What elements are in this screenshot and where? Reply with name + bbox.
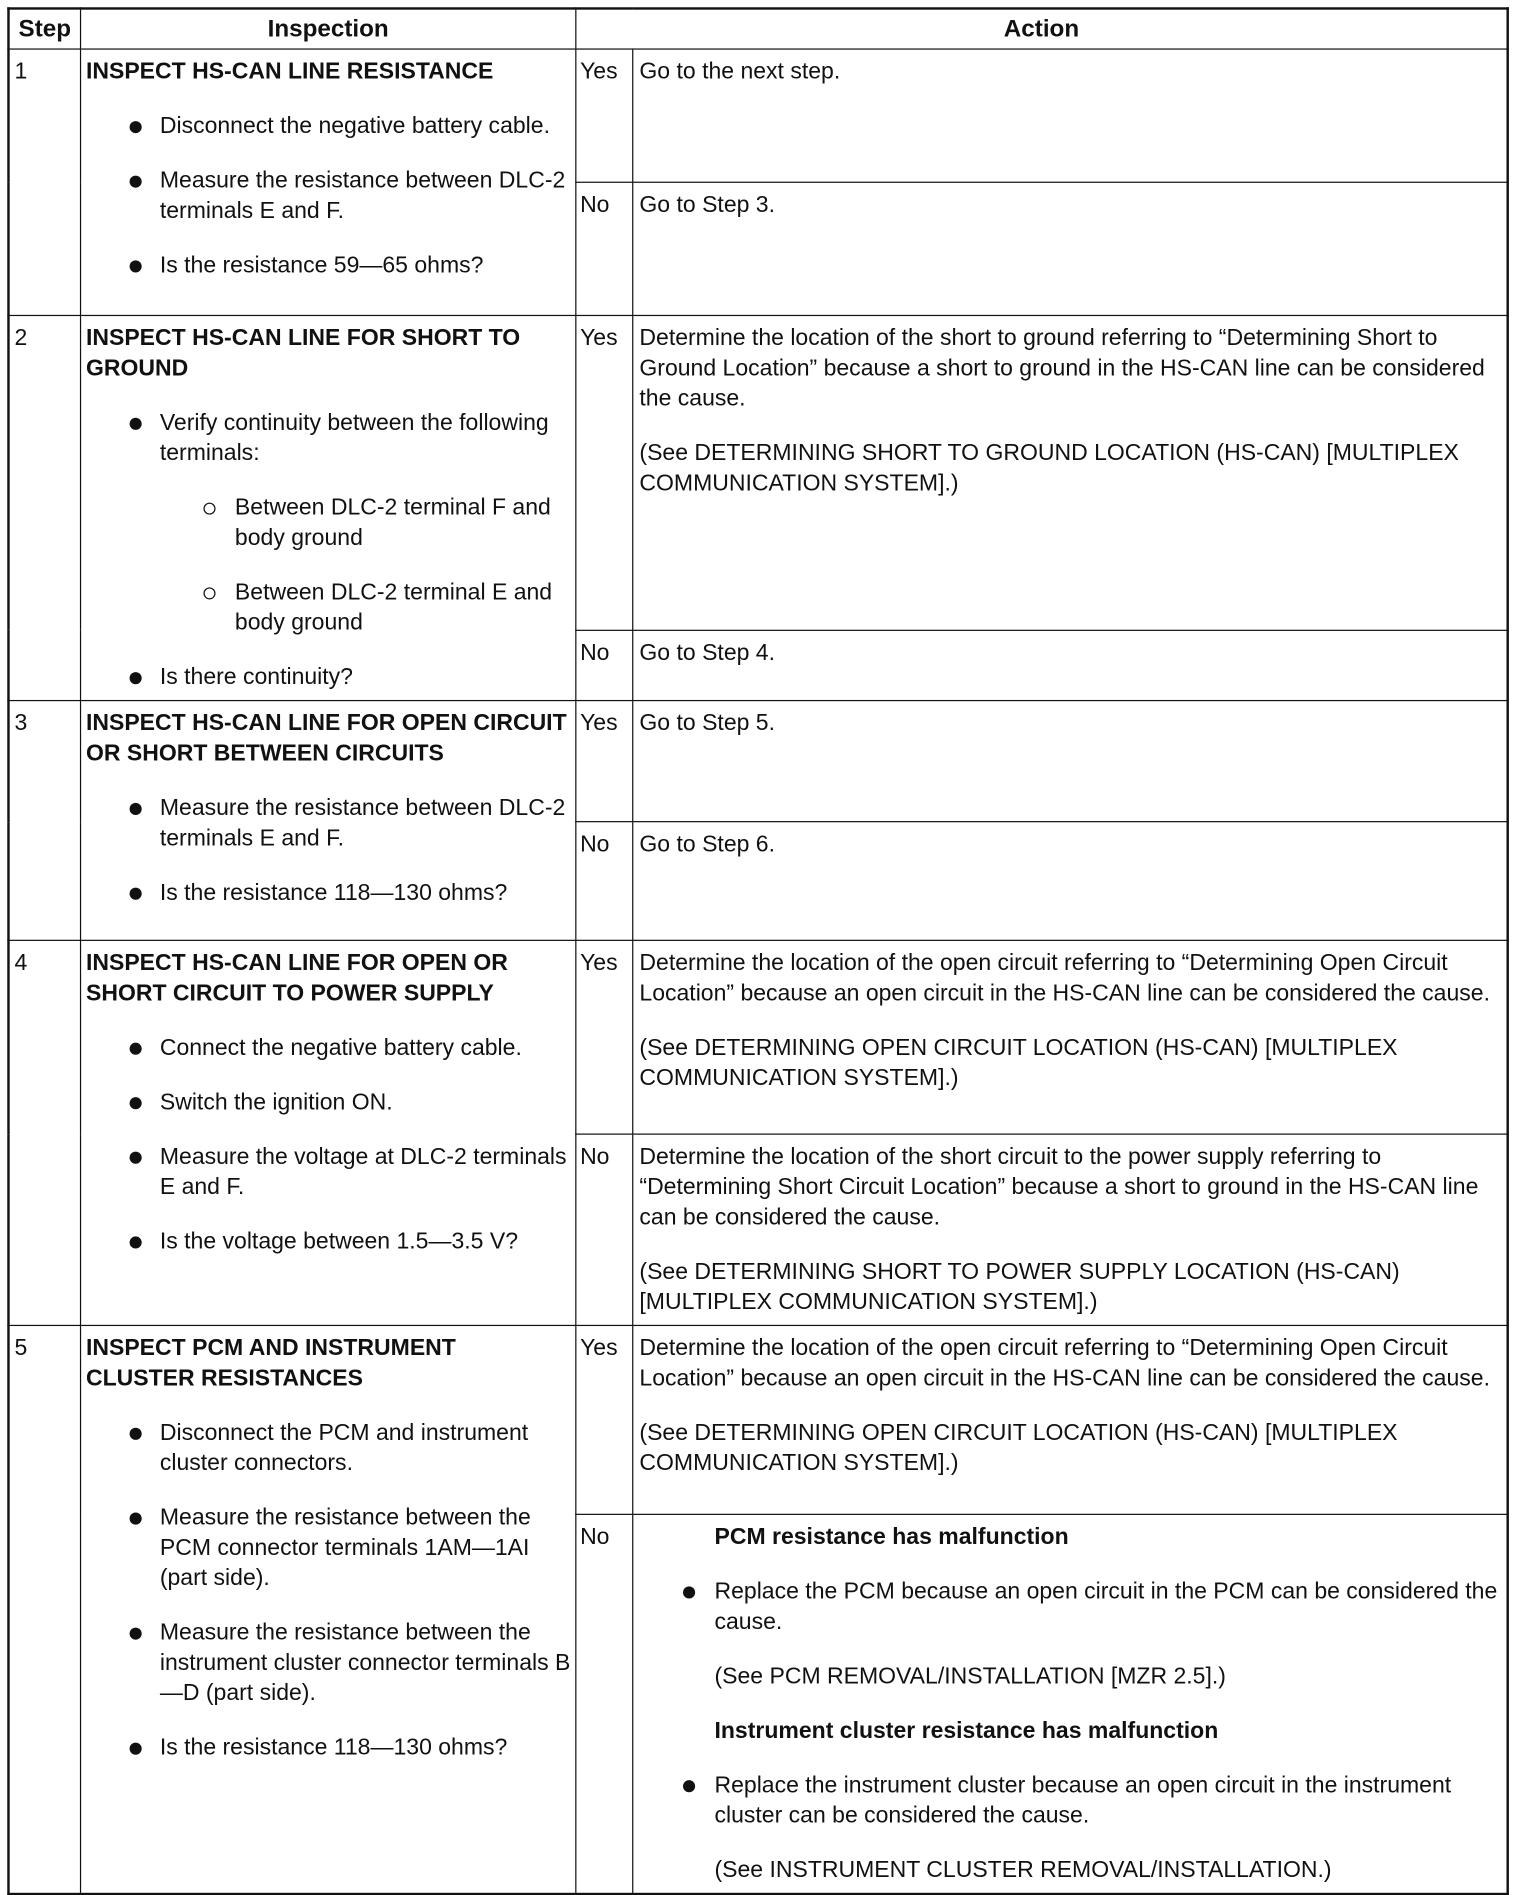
no-action <box>633 1134 1508 1325</box>
yes-label: Yes <box>576 701 633 822</box>
no-label: No <box>576 630 633 701</box>
yes-action <box>633 940 1508 1134</box>
yes-label: Yes <box>576 315 633 629</box>
list-item: Measure the resistance between DLC-2 terminals E and F. <box>86 166 570 227</box>
yes-action <box>633 1325 1508 1514</box>
malfunction-heading: PCM resistance has malfunction <box>714 1524 1069 1551</box>
reference-text: (See PCM REMOVAL/INSTALLATION [MZR 2.5].) <box>714 1663 1226 1690</box>
yes-label: Yes <box>576 940 633 1134</box>
no-label: No <box>576 822 633 941</box>
list-item: Measure the resistance between the PCM connector terminals 1AM—1AI (part side). <box>86 1503 570 1594</box>
step-number: 1 <box>8 49 80 315</box>
list-item: Switch the ignition ON. <box>86 1087 570 1117</box>
table-row <box>8 940 1507 1134</box>
malfunction-block <box>639 1522 1500 1885</box>
inspection-cell <box>81 701 576 941</box>
sub-list-item: Between DLC-2 terminal F and body ground <box>160 493 571 554</box>
list-item: Is the voltage between 1.5—3.5 V? <box>86 1227 570 1257</box>
inspection-title: INSPECT HS-CAN LINE RESISTANCE <box>85 59 494 85</box>
list-item: Replace the instrument cluster because an open circuit in the instrument cluster can be considered the cause. <box>714 1770 1500 1831</box>
header-action: Action <box>576 8 1508 49</box>
action-text: Go to Step 4. <box>639 640 776 666</box>
header-inspection: Inspection <box>81 8 576 49</box>
action-text: Determine the location of the open circuit referring to “Determining Open Circuit Location” because an open circuit in the HS-CAN line can be considered the cause. <box>639 1335 1490 1392</box>
remedy-list <box>714 1577 1500 1638</box>
list-item: Measure the resistance between DLC-2 terminals E and F. <box>86 793 570 854</box>
step-number: 3 <box>8 701 80 941</box>
action-text: Go to the next step. <box>639 59 841 85</box>
inspection-list <box>86 1418 570 1763</box>
malfunction-heading: Instrument cluster resistance has malfunction <box>714 1718 1219 1744</box>
diagnostic-procedure-table <box>7 7 1509 1895</box>
action-text: Determine the location of the open circuit referring to “Determining Open Circuit Location” because an open circuit in the HS-CAN line can be considered the cause. <box>639 950 1490 1007</box>
inspection-title: INSPECT PCM AND INSTRUMENT CLUSTER RESISTANCES <box>85 1335 456 1392</box>
list-item: Replace the PCM because an open circuit in the PCM can be considered the cause. <box>714 1577 1500 1638</box>
list-item: Is the resistance 118—130 ohms? <box>86 878 570 908</box>
list-item: Disconnect the negative battery cable. <box>86 111 570 141</box>
action-text: Go to Step 3. <box>639 192 776 218</box>
step-number: 4 <box>8 940 80 1325</box>
reference-text: (See DETERMINING SHORT TO POWER SUPPLY LOCATION (HS-CAN) [MULTIPLEX COMMUNICATION SYSTEM].) <box>639 1259 1400 1316</box>
table-row <box>8 1325 1507 1514</box>
step-number: 5 <box>8 1325 80 1894</box>
step-number: 2 <box>8 315 80 700</box>
table-row <box>8 315 1507 629</box>
action-text: Go to Step 6. <box>639 831 776 858</box>
list-item: Measure the resistance between the instrument cluster connector terminals B—D (part side). <box>86 1618 570 1709</box>
yes-label: Yes <box>576 49 633 182</box>
inspection-list <box>86 1033 570 1257</box>
reference-text: (See DETERMINING OPEN CIRCUIT LOCATION (HS-CAN) [MULTIPLEX COMMUNICATION SYSTEM].) <box>639 1035 1398 1092</box>
inspection-cell <box>81 49 576 315</box>
list-item: Is the resistance 59—65 ohms? <box>86 251 570 281</box>
no-label: No <box>576 1134 633 1325</box>
list-item: Measure the voltage at DLC-2 terminals E and F. <box>86 1142 570 1203</box>
inspection-list <box>86 408 570 693</box>
table-row <box>8 49 1507 182</box>
inspection-cell <box>81 315 576 700</box>
yes-action <box>633 701 1508 822</box>
list-item: Connect the negative battery cable. <box>86 1033 570 1063</box>
sub-list <box>160 493 571 638</box>
reference-text: (See DETERMINING OPEN CIRCUIT LOCATION (HS-CAN) [MULTIPLEX COMMUNICATION SYSTEM].) <box>639 1420 1398 1477</box>
inspection-title: INSPECT HS-CAN LINE FOR OPEN OR SHORT CIRCUIT TO POWER SUPPLY <box>85 950 508 1007</box>
inspection-list <box>86 793 570 908</box>
list-item: Is there continuity? <box>86 662 570 692</box>
no-action <box>633 630 1508 701</box>
header-row <box>8 8 1507 49</box>
yes-action <box>633 49 1508 182</box>
sub-list-item: Between DLC-2 terminal E and body ground <box>160 578 571 639</box>
action-text: Go to Step 5. <box>639 710 776 737</box>
header-step: Step <box>8 8 80 49</box>
list-item <box>86 408 570 638</box>
reference-text: (See INSTRUMENT CLUSTER REMOVAL/INSTALLATION.) <box>714 1857 1332 1884</box>
inspection-title: INSPECT HS-CAN LINE FOR OPEN CIRCUIT OR SHORT BETWEEN CIRCUITS <box>85 710 567 767</box>
table-row <box>8 701 1507 822</box>
no-action <box>633 182 1508 315</box>
no-label: No <box>576 1514 633 1894</box>
yes-label: Yes <box>576 1325 633 1514</box>
no-label: No <box>576 182 633 315</box>
inspection-cell <box>81 1325 576 1894</box>
list-item: Is the resistance 118—130 ohms? <box>86 1733 570 1763</box>
inspection-list <box>86 111 570 281</box>
yes-action <box>633 315 1508 629</box>
no-action <box>633 1514 1508 1894</box>
remedy-list <box>714 1770 1500 1831</box>
inspection-title: INSPECT HS-CAN LINE FOR SHORT TO GROUND <box>85 325 521 382</box>
inspection-cell <box>81 940 576 1325</box>
list-item-text: Verify continuity between the following terminals: <box>159 410 549 467</box>
list-item: Disconnect the PCM and instrument cluster connectors. <box>86 1418 570 1479</box>
action-text: Determine the location of the short circuit to the power supply referring to “Determining Short Circuit Location” because a short to ground in the HS-CAN line can be considered the cause. <box>639 1144 1479 1231</box>
action-text: Determine the location of the short to ground referring to “Determining Short to Ground Location” because a short to ground in the HS-CAN line can be considered the cause. <box>639 325 1485 412</box>
reference-text: (See DETERMINING SHORT TO GROUND LOCATION (HS-CAN) [MULTIPLEX COMMUNICATION SYSTEM].) <box>639 440 1459 497</box>
no-action <box>633 822 1508 941</box>
